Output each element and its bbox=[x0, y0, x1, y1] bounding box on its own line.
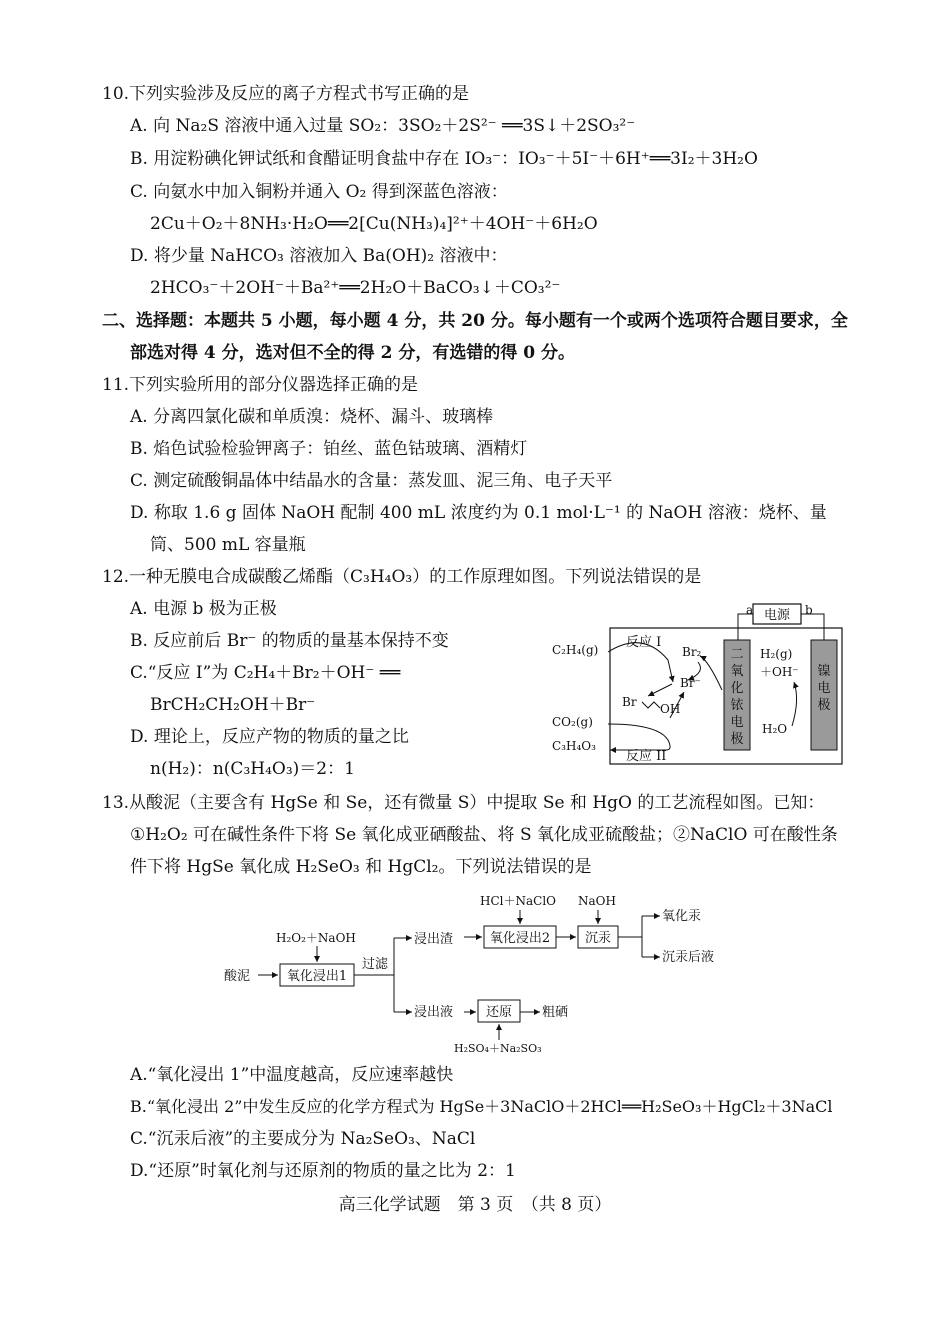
right-electrode-label bbox=[817, 663, 830, 713]
q10-option-a: A. 向 Na₂S 溶液中通入过量 SO₂：3SO₂＋2S²⁻ ══3S↓＋2SO₃²⁻ bbox=[130, 116, 636, 136]
q11-option-c: C. 测定硫酸铜晶体中结晶水的含量：蒸发皿、泥三角、电子天平 bbox=[130, 471, 613, 491]
q13-option-c: C.“沉汞后液”的主要成分为 Na₂SeO₃、NaCl bbox=[130, 1129, 476, 1149]
wire-b bbox=[801, 614, 824, 640]
br-label: Br bbox=[622, 695, 637, 709]
q12-option-d: D. 理论上，反应产物的物质的量之比 bbox=[130, 727, 409, 747]
left-electrode-char: 二 bbox=[730, 647, 744, 662]
acid-mud-label: 酸泥 bbox=[224, 969, 251, 984]
q12-option-a: A. 电源 b 极为正极 bbox=[130, 599, 277, 619]
left-electrode-char: 氧 bbox=[730, 664, 744, 679]
q13-stem-cont-1: ①H₂O₂ 可在碱性条件下将 Se 氧化成亚硒酸盐、将 S 氧化成亚硫酸盐；②NaClO 可在酸性条 bbox=[130, 825, 838, 845]
pole-a-label: a bbox=[746, 603, 754, 617]
right-electrode-char: 极 bbox=[817, 698, 831, 713]
q10-option-c-equation: 2Cu＋O₂＋8NH₃·H₂O══2[Cu(NH₃)₄]²⁺＋4OH⁻＋6H₂O bbox=[150, 214, 598, 234]
left-electrode-char: 电 bbox=[730, 715, 744, 730]
q11-option-d-cont: 筒、500 mL 容量瓶 bbox=[150, 535, 306, 555]
pole-b-label: b bbox=[805, 603, 813, 617]
left-electrode-char: 极 bbox=[730, 732, 744, 747]
q10-option-d: D. 将少量 NaHCO₃ 溶液加入 Ba(OH)₂ 溶液中： bbox=[130, 246, 508, 266]
reaction2-curve bbox=[608, 724, 670, 750]
q13-option-b: B.“氧化浸出 2”中发生反应的化学方程式为 HgSe＋3NaClO＋2HCl══H₂SeO₃＋HgCl₂＋3NaCl bbox=[130, 1097, 833, 1116]
q13-stem-cont-2: 件下将 HgSe 氧化成 H₂SeO₃ 和 HgCl₂。下列说法错误的是 bbox=[130, 857, 592, 877]
reagent-label: H₂SO₄＋Na₂SO₃ bbox=[454, 1042, 542, 1055]
bond-chain bbox=[642, 702, 660, 708]
hydroxide-label: ＋OH⁻ bbox=[760, 665, 799, 679]
q11-option-d: D. 称取 1.6 g 固体 NaOH 配制 400 mL 浓度约为 0.1 mol·L⁻¹ 的 NaOH 溶液：烧杯、量 bbox=[130, 503, 827, 523]
c3h4o3-label: C₃H₄O₃ bbox=[552, 739, 596, 753]
reaction-2-label: 反应 II bbox=[626, 749, 667, 764]
reduce-label: 还原 bbox=[485, 1005, 513, 1020]
after-precip-label: 沉汞后液 bbox=[662, 950, 715, 965]
q13-stem: 13.从酸泥（主要含有 HgSe 和 Se，还有微量 S）中提取 Se 和 HgO 的工艺流程如图。已知： bbox=[102, 793, 825, 813]
liquor-label: 浸出液 bbox=[414, 1005, 454, 1020]
bromide-label: Br⁻ bbox=[680, 676, 701, 690]
leach1-label: 氧化浸出1 bbox=[286, 969, 348, 984]
h2-label: H₂(g) bbox=[760, 647, 793, 661]
to-bromohydrin-arrow bbox=[648, 684, 672, 696]
water-to-h2-arrow bbox=[792, 682, 797, 726]
filter-label: 过滤 bbox=[362, 957, 389, 972]
right-electrode-char: 电 bbox=[817, 681, 831, 696]
q12-option-b: B. 反应前后 Br⁻ 的物质的量基本保持不变 bbox=[130, 631, 449, 651]
c2h4-label: C₂H₄(g) bbox=[552, 643, 599, 657]
q13-option-d: D.“还原”时氧化剂与还原剂的物质的量之比为 2：1 bbox=[130, 1161, 516, 1181]
br2-label: Br₂ bbox=[682, 645, 702, 659]
q10-option-d-equation: 2HCO₃⁻＋2OH⁻＋Ba²⁺══2H₂O＋BaCO₃↓＋CO₃²⁻ bbox=[150, 278, 561, 298]
q11-option-a: A. 分离四氯化碳和单质溴：烧杯、漏斗、玻璃棒 bbox=[130, 407, 494, 427]
right-electrode-char: 镍 bbox=[817, 664, 831, 679]
reaction-1-label: 反应 I bbox=[626, 635, 662, 650]
q10-option-c: C. 向氨水中加入铜粉并通入 O₂ 得到深蓝色溶液： bbox=[130, 182, 508, 202]
q12-option-c-cont: BrCH₂CH₂OH＋Br⁻ bbox=[150, 695, 316, 715]
h2o2-naoh-label: H₂O₂＋NaOH bbox=[276, 931, 356, 945]
section2-instructions: 二、选择题：本题共 5 小题，每小题 4 分，共 20 分。每小题有一个或两个选项符合题目要求，全 bbox=[102, 311, 848, 331]
q11-stem: 11.下列实验所用的部分仪器选择正确的是 bbox=[102, 375, 419, 395]
q10-stem: 10.下列实验涉及反应的离子方程式书写正确的是 bbox=[102, 84, 470, 104]
naoh-label: NaOH bbox=[578, 894, 616, 908]
leach2-label: 氧化浸出2 bbox=[489, 931, 551, 946]
hcl-naclo-label: HCl＋NaClO bbox=[480, 894, 556, 908]
precip-label: 沉汞 bbox=[584, 931, 612, 946]
page-footer: 高三化学试题 第 3 页 （共 8 页） bbox=[338, 1195, 612, 1215]
q12-option-c: C.“反应 I”为 C₂H₄＋Br₂＋OH⁻ ══ bbox=[130, 663, 401, 683]
left-electrode-char: 化 bbox=[730, 681, 744, 696]
crude-se-label: 粗硒 bbox=[542, 1005, 569, 1020]
q10-option-b: B. 用淀粉碘化钾试纸和食醋证明食盐中存在 IO₃⁻：IO₃⁻＋5I⁻＋6H⁺══3I₂＋3H₂O bbox=[130, 149, 758, 169]
left-electrode-char: 铱 bbox=[730, 698, 744, 713]
process-flowchart bbox=[222, 888, 742, 1058]
water-label: H₂O bbox=[762, 722, 788, 736]
bromide-to-br2-arrow bbox=[700, 656, 722, 690]
q11-option-b: B. 焰色试验检验钾离子：铂丝、蓝色钴玻璃、酒精灯 bbox=[130, 439, 528, 459]
electrolysis-diagram bbox=[548, 600, 848, 770]
power-label: 电源 bbox=[763, 608, 791, 623]
q12-option-d-cont: n(H₂)：n(C₃H₄O₃)＝2：1 bbox=[150, 759, 355, 779]
wire-a bbox=[738, 614, 753, 640]
q12-stem: 12.一种无膜电合成碳酸乙烯酯（C₃H₄O₃）的工作原理如图。下列说法错误的是 bbox=[102, 567, 702, 587]
co2-label: CO₂(g) bbox=[552, 715, 593, 729]
residue-label: 浸出渣 bbox=[414, 932, 454, 947]
oh-label: OH bbox=[660, 702, 681, 716]
q13-option-a: A.“氧化浸出 1”中温度越高，反应速率越快 bbox=[130, 1065, 454, 1085]
section2-instructions-cont: 部选对得 4 分，选对但不全的得 2 分，有选错的得 0 分。 bbox=[130, 343, 575, 363]
hgo-label: 氧化汞 bbox=[662, 909, 702, 924]
